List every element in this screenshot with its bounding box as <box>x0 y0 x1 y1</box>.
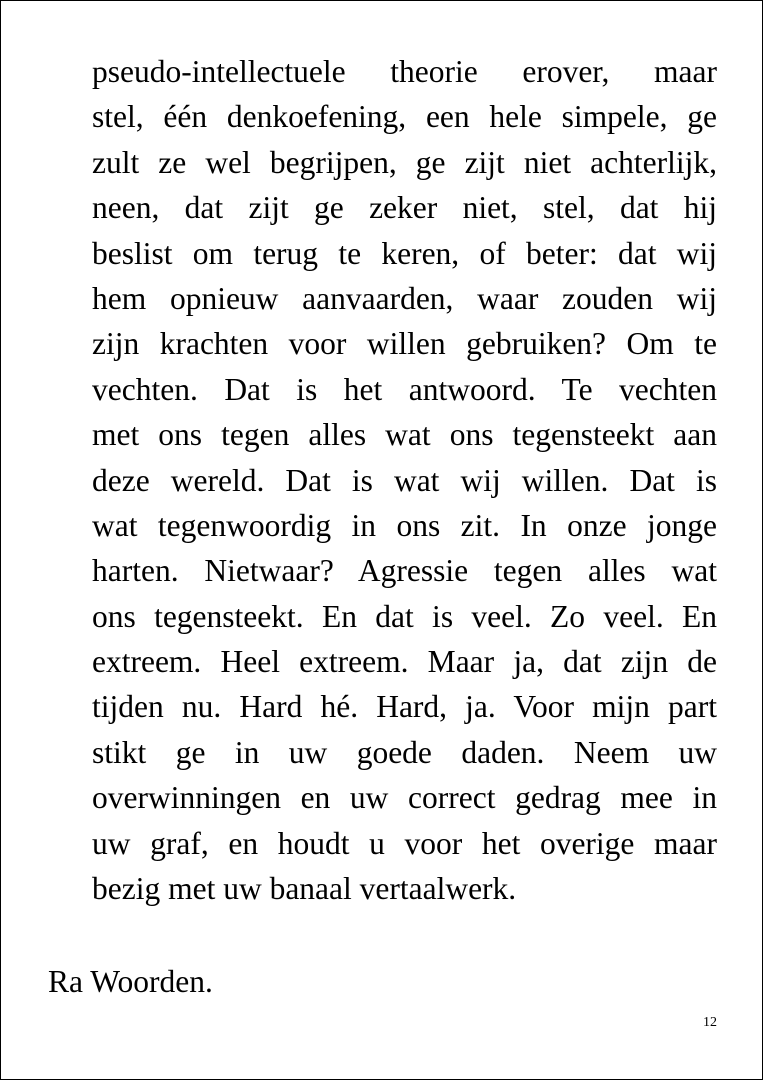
text-line: zijn krachten voor willen gebruiken? Om te <box>92 326 717 362</box>
text-line: bezig met uw banaal vertaalwerk. <box>92 871 517 907</box>
text-line: zult ze wel begrijpen, ge zijt niet achterlijk, <box>92 144 717 180</box>
text-line: extreem. Heel extreem. Maar ja, dat zijn de <box>92 644 717 680</box>
text-line: wat tegenwoordig in ons zit. In onze jonge <box>92 507 717 543</box>
text-line: overwinningen en uw correct gedrag mee in <box>92 780 717 816</box>
text-line: met ons tegen alles wat ons tegensteekt aan <box>92 417 717 453</box>
text-line: stikt ge in uw goede daden. Neem uw <box>92 734 717 770</box>
text-line: pseudo-intellectuele theorie erover, maar <box>92 54 717 89</box>
text-line: uw graf, en houdt u voor het overige maar <box>92 825 717 861</box>
text-line: deze wereld. Dat is wat wij willen. Dat is <box>92 462 717 498</box>
text-line: stel, één denkoefening, een hele simpele, ge <box>92 99 717 135</box>
text-line: neen, dat zijt ge zeker niet, stel, dat hij <box>92 190 717 226</box>
text-line: beslist om terug te keren, of beter: dat wij <box>92 235 717 271</box>
text-line: tijden nu. Hard hé. Hard, ja. Voor mijn part <box>92 689 717 725</box>
text-line: ons tegensteekt. En dat is veel. Zo veel. En <box>92 598 717 634</box>
text-line: harten. Nietwaar? Agressie tegen alles wat <box>92 553 717 589</box>
page-number: 12 <box>703 1015 717 1030</box>
text-line: vechten. Dat is het antwoord. Te vechten <box>92 371 717 407</box>
text-line: hem opnieuw aanvaarden, waar zouden wij <box>92 280 717 316</box>
signature: Ra Woorden. <box>48 964 213 999</box>
body-text <box>92 49 717 911</box>
